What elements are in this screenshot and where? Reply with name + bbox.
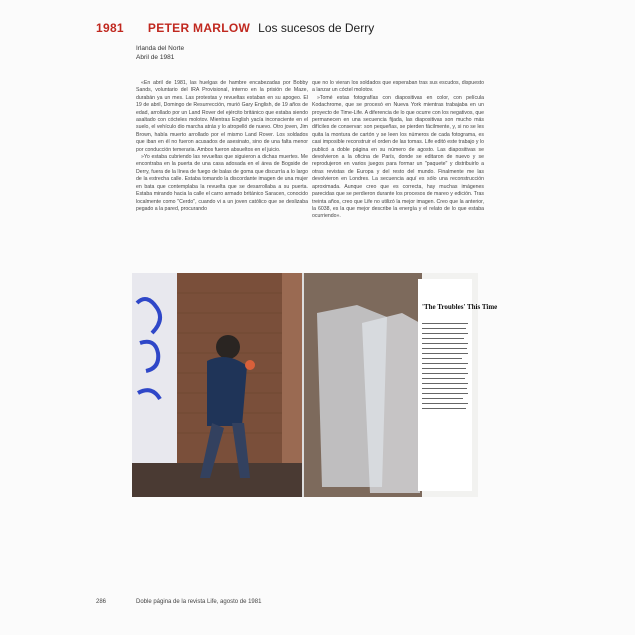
figure-head <box>216 335 240 359</box>
magazine-spread-photo <box>132 273 498 497</box>
figure-body <box>207 357 247 426</box>
page-number: 286 <box>96 599 107 605</box>
page-header <box>96 21 374 35</box>
body-column-2 <box>312 80 484 221</box>
paragraph: que no lo vieran los soldados que esperaban tras sus escudos, dispuesto a lanzar un cóctel molotov. <box>312 80 484 94</box>
paragraph: »Yo estaba cubriendo las revueltas que siguieron a dichas muertes. Me encontraba en la puerta de una casa adosada en el área de Bogside de Derry, fuera de la línea de fuego de balas de goma que discurría a lo largo de la estrecha calle. Estaba tomando la discordante imagen de una mujer en bata que contemplaba la revuelta que se desarrollaba a su puerta. Estaba mirando hacia la calle el carro armado británico Saracen, conocido localmente como "Cerdo", cuando vi a un joven católico que se deslizaba pegado a la pared, procurando <box>136 154 308 212</box>
year-label: 1981 <box>96 21 124 35</box>
location-date <box>136 44 184 62</box>
magazine-headline: 'The Troubles' This Time <box>422 303 498 311</box>
story-title: Los sucesos de Derry <box>258 21 375 35</box>
paragraph: »Tomé estas fotografías con diapositivas en color, con película Kodachrome, que se procesó en Nueva York mientras trabajaba en un proyecto de Time-Life. A diferencia de lo que ocurre con los negativos, que permanecen en una secuencia fijada, las diapositivas son mucho más difíciles de conservar: son pequeñas, se pierden fácilmente, y, si no se les quita la montura de cartón y se leen los números de cada fotograma, es casi imposible reconstruir el orden de las tomas. Life editó este trabajo y lo publicó a doble página en su número de agosto. Las diapositivas se devolvieron a la oficina de París, donde se editaron de nuevo y se reprodujeron en varios juegos para formar un "paquete" y distribuirlo a otras revistas de Europa y del resto del mundo. Finalmente me las devolvieron en Londres. La secuencia aquí es sólo una reconstrucción aproximada. Aunque creo que es correcta, hay muchas imágenes parecidas que se perdieron durante los procesos de mareo y edición. Tras treinta años, creo que Life no utilizó la mejor imagen. Creo que la anterior, la 6038, es la que mejor describe la energía y el relato de lo que estaba ocurriendo». <box>312 94 484 220</box>
photo-caption: Doble página de la revista Life, agosto de 1981 <box>136 599 262 605</box>
location: Irlanda del Norte <box>136 45 185 52</box>
molotov-flame <box>245 360 255 370</box>
body-column-1 <box>136 80 308 213</box>
riot-shield <box>362 313 420 493</box>
photographer-name: PETER MARLOW <box>147 21 251 35</box>
paragraph: «En abril de 1981, las huelgas de hambre encabezadas por Bobby Sands, voluntario del IRA Provisional, interno en la prisión de Maze, durabán ya un mes. Las protestas y revueltas estaban en su apogeo. El 19 de abril, Domingo de Resurrección, murió Gary English, de 19 años de edad, arrollado por un Land Rover del ejército británico que estaba siendo asaltado con cócteles molotov. Mientras English yacía inconsciente en el suelo, el vehículo dio marcha atrás y lo atropelló de nuevo. Otro joven, Jim Brown, había muerto arrollado por el mismo Land Rover. Los soldados que iban en él no fueron acusados de asesinato, sino de una falta menor por conducción temeraria. Ambos fueron absueltos en el juicio. <box>136 80 308 153</box>
date: Abril de 1981 <box>136 54 175 61</box>
street <box>132 463 302 497</box>
gutter <box>302 273 304 497</box>
